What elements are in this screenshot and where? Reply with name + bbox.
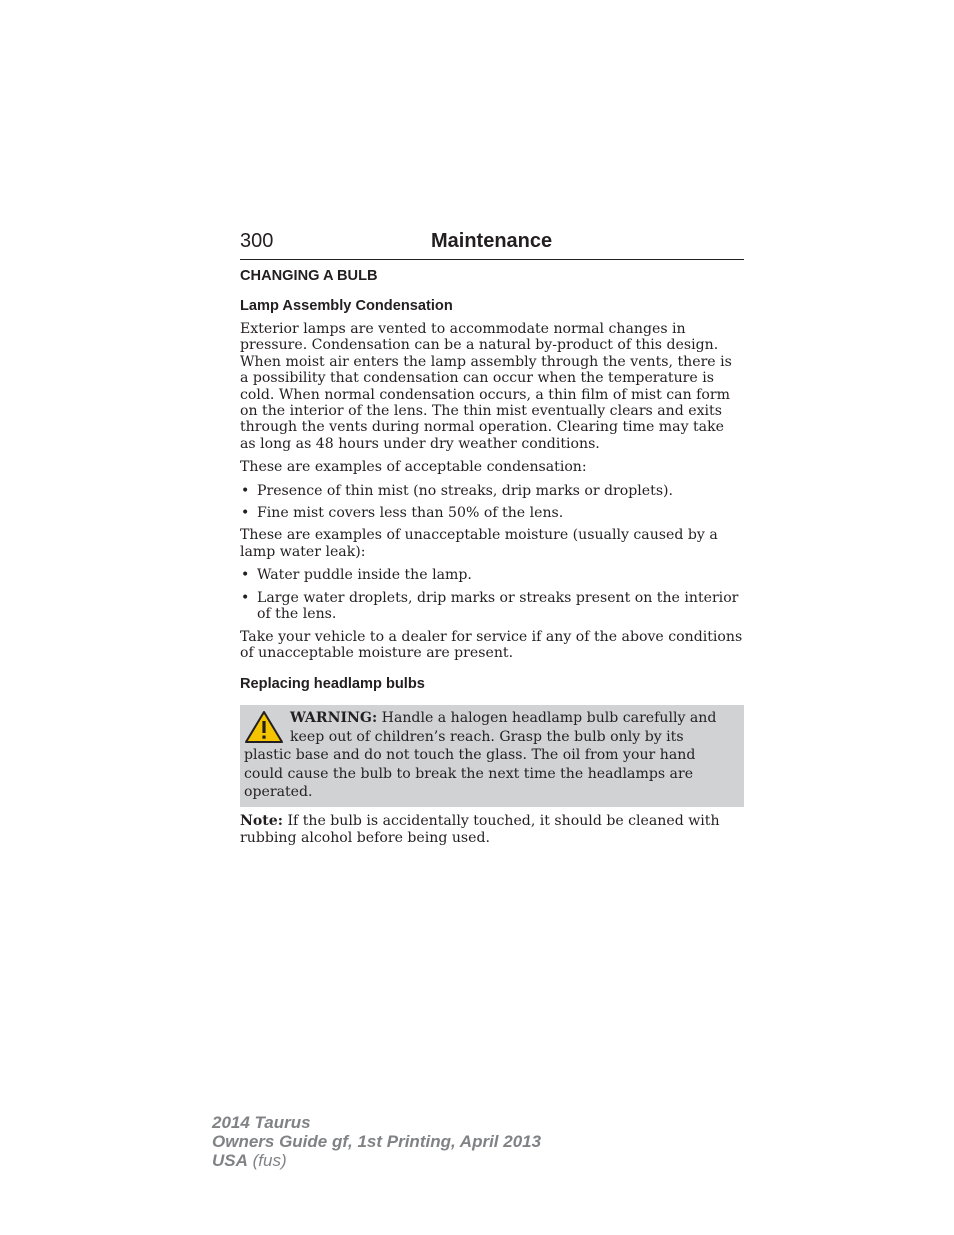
page-content <box>240 267 744 853</box>
acceptable-list <box>240 483 744 522</box>
page-footer <box>212 1113 541 1170</box>
list-item-text: Large water droplets, drip marks or streaks present on the interior of the lens. <box>257 589 739 623</box>
page-header <box>240 229 744 260</box>
subheading-headlamp: Replacing headlamp bulbs <box>240 676 425 693</box>
list-item <box>240 505 744 521</box>
footer-line-guide: Owners Guide gf, 1st Printing, April 2013 <box>212 1132 542 1151</box>
note-text: If the bulb is accidentally touched, it should be cleaned with rubbing alcohol before being used. <box>240 813 720 846</box>
warning-box <box>240 705 744 807</box>
list-item <box>240 483 744 499</box>
subheading-condensation: Lamp Assembly Condensation <box>240 298 453 314</box>
warning-triangle-icon <box>244 710 284 744</box>
paragraph-acceptable-intro: These are examples of acceptable condensation: <box>240 459 587 476</box>
page-number: 300 <box>240 230 274 252</box>
unacceptable-list <box>240 567 744 622</box>
paragraph-venting: Exterior lamps are vented to accommodate normal changes in pressure. Condensation can be a natural by-product of this design. When moist air enters the lamp assembly through the vents, there is a possibility that condensation can occur when the temperature is cold. When normal condensation occurs, a thin film of mist can form on the interior of the lens. The thin mist eventually clears and exits through the vents during normal operation. Clearing time may take as long as 48 hours under dry weather conditions. <box>240 321 732 452</box>
list-item <box>240 590 744 623</box>
footer-region-code: (fus) <box>252 1151 287 1170</box>
bullet: • <box>241 482 250 499</box>
footer-region: USA <box>212 1151 248 1170</box>
bullet: • <box>241 589 250 606</box>
section-title: Maintenance <box>431 230 553 252</box>
note-label: Note: <box>240 813 283 830</box>
footer-line-region <box>212 1151 541 1170</box>
warning-label: WARNING: <box>290 710 378 727</box>
footer-line-model: 2014 Taurus <box>212 1113 311 1132</box>
list-item <box>240 567 744 583</box>
list-item-text: Water puddle inside the lamp. <box>257 567 472 584</box>
bullet: • <box>241 505 250 522</box>
warning-text: Handle a halogen headlamp bulb carefully and keep out of children’s reach. Grasp the bulb only by its plastic base and do not touch the glass. The oil from your hand could cause the bulb to break the next time the headlamps are operated. <box>244 710 717 800</box>
paragraph-dealer: Take your vehicle to a dealer for service if any of the above conditions of unacceptable moisture are present. <box>240 628 743 661</box>
list-item-text: Presence of thin mist (no streaks, drip marks or droplets). <box>257 482 674 499</box>
bullet: • <box>241 567 250 584</box>
paragraph-unacceptable-intro: These are examples of unacceptable moisture (usually caused by a lamp water leak): <box>240 527 718 560</box>
list-item-text: Fine mist covers less than 50% of the lens. <box>257 505 564 522</box>
chapter-heading: CHANGING A BULB <box>240 268 378 284</box>
note-paragraph <box>240 813 744 846</box>
